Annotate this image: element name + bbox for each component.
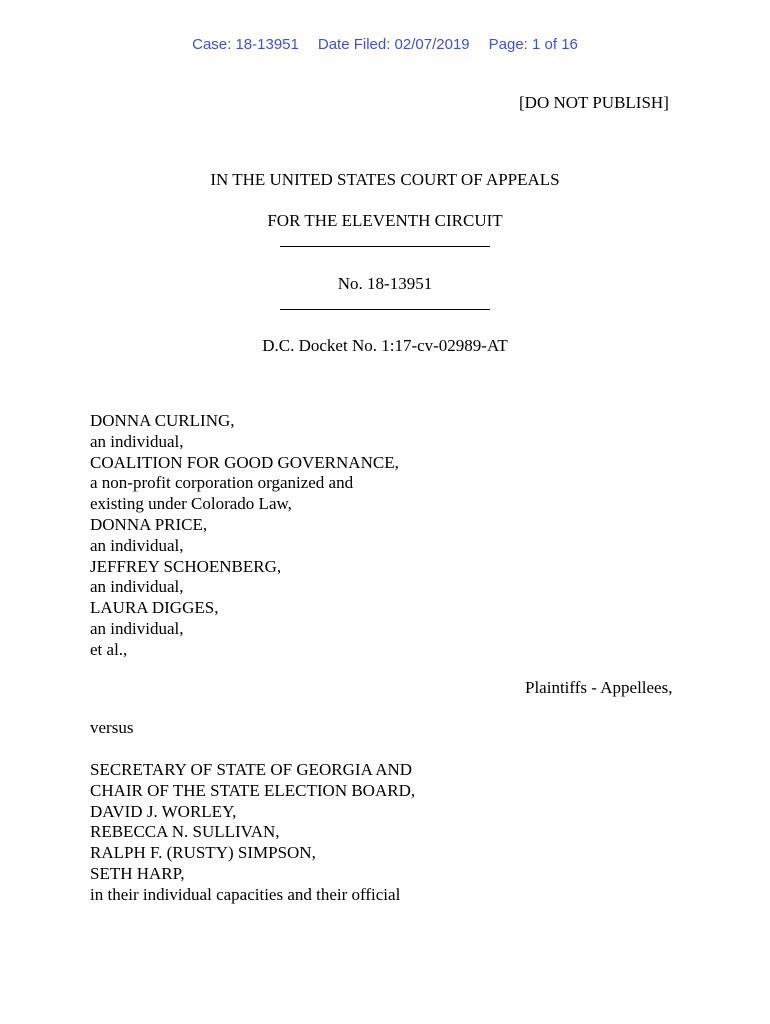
plaintiff-line: DONNA PRICE, [90,514,208,534]
date-filed-stamp: Date Filed: 02/07/2019 [317,36,470,53]
plaintiff-line: COALITION FOR GOOD GOVERNANCE, [90,452,399,472]
circuit-name: FOR THE ELEVENTH CIRCUIT [267,211,503,230]
defendant-line: SETH HARP, [90,863,185,883]
versus-label: versus [90,718,134,737]
defendant-line: CHAIR OF THE STATE ELECTION BOARD, [90,780,416,800]
defendant-line: in their individual capacities and their official [90,884,401,904]
docket-number: D.C. Docket No. 1:17-cv-02989-AT [262,336,508,355]
plaintiff-line: an individual, [90,618,184,638]
divider-rule [280,246,490,247]
plaintiff-line: existing under Colorado Law, [90,494,292,514]
plaintiff-line: et al., [90,639,128,659]
plaintiff-line: JEFFREY SCHOENBERG, [90,556,282,576]
court-name: IN THE UNITED STATES COURT OF APPEALS [210,170,560,189]
plaintiffs-role: Plaintiffs - Appellees, [525,678,673,697]
plaintiff-line: an individual, [90,431,184,451]
plaintiff-line: LAURA DIGGES, [90,598,219,618]
plaintiff-line: an individual, [90,535,184,555]
defendant-line: SECRETARY OF STATE OF GEORGIA AND [90,760,413,779]
defendant-line: REBECCA N. SULLIVAN, [90,822,280,842]
plaintiff-line: DONNA CURLING, [90,411,235,430]
page-count-stamp: Page: 1 of 16 [488,36,578,53]
divider-rule [280,309,490,310]
case-number-stamp: Case: 18-13951 [192,36,299,53]
plaintiffs-list [90,411,399,661]
defendant-line: RALPH F. (RUSTY) SIMPSON, [90,843,316,863]
filing-stamp [0,36,770,53]
defendant-line: DAVID J. WORLEY, [90,801,237,821]
plaintiff-line: an individual, [90,577,184,597]
plaintiff-line: a non-profit corporation organized and [90,473,354,493]
publish-note: [DO NOT PUBLISH] [519,93,669,112]
defendants-list [90,760,415,906]
case-number: No. 18-13951 [337,274,433,293]
